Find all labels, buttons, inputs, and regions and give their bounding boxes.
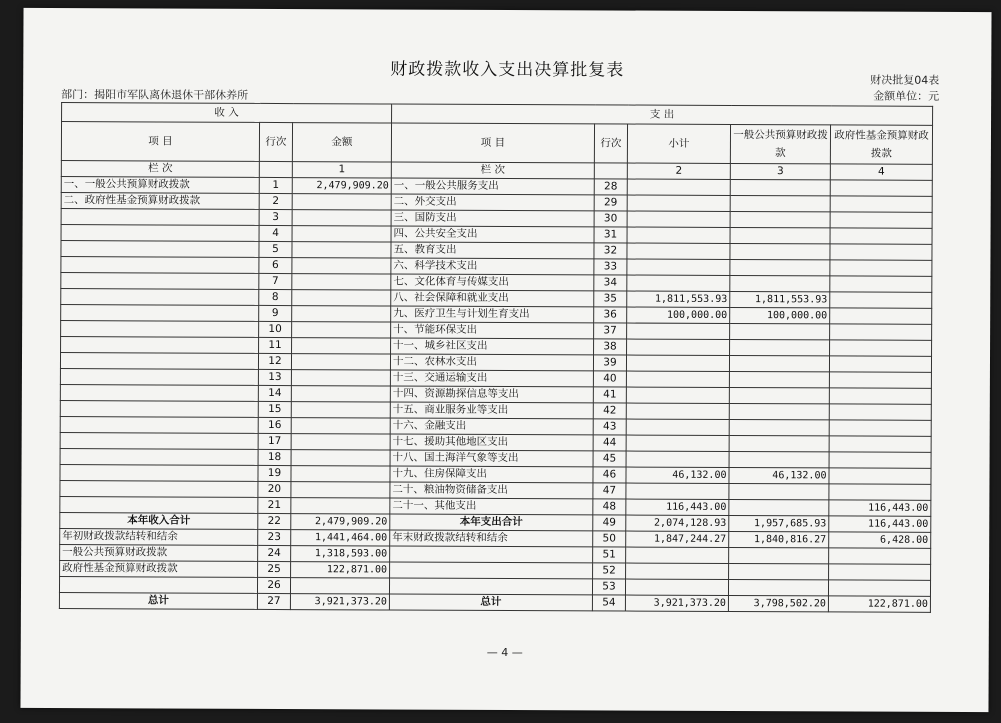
general-budget-amount [729,419,829,435]
expense-row-number: 47 [593,483,626,499]
income-row-number: 20 [258,481,291,497]
expense-item [390,546,593,563]
general-budget-amount [730,227,830,243]
fund-budget-amount [830,260,932,276]
income-amount: 1,318,593.00 [291,546,390,562]
expense-subtotal: 3,921,373.20 [625,595,728,611]
fund-budget-amount: 116,443.00 [829,500,931,516]
general-budget-amount: 100,000.00 [730,307,830,323]
col-number: 3 [730,163,830,179]
expense-item: 一、一般公共服务支出 [391,178,594,195]
expense-item: 十、节能环保支出 [391,322,594,339]
expense-row-number: 28 [594,179,627,195]
expense-subtotal [626,547,729,563]
fund-budget-amount: 122,871.00 [828,596,930,612]
income-row-number: 10 [259,321,292,337]
general-budget-amount [729,483,829,499]
income-amount [291,354,390,370]
expense-item: 十八、国土海洋气象等支出 [390,450,593,467]
expense-row-number: 42 [593,403,626,419]
income-amount [292,290,391,306]
income-row-number: 13 [258,369,291,385]
expense-row-number: 40 [593,371,626,387]
expense-row-number: 39 [593,355,626,371]
general-budget-amount: 1,840,816.27 [729,531,829,547]
amount-header: 金额 [292,123,391,162]
expense-subtotal [625,579,728,595]
expense-subtotal: 1,811,553.93 [627,291,730,307]
general-budget-amount [729,547,829,563]
income-item [61,209,259,226]
income-amount [292,226,391,242]
income-amount [291,434,390,450]
income-amount [291,466,390,482]
income-item [61,273,259,290]
expense-item: 年末财政拨款结转和结余 [390,530,593,547]
expense-row-number: 50 [593,531,626,547]
income-item [61,305,259,322]
general-budget-amount [730,211,830,227]
expense-item: 总计 [389,594,592,611]
expense-subtotal [626,419,729,435]
expense-subtotal [627,179,730,195]
income-item [61,257,259,274]
expense-item: 二十一、其他支出 [390,498,593,515]
expense-item: 十一、城乡社区支出 [391,338,594,355]
general-budget-amount [730,259,830,275]
expense-item: 六、科学技术支出 [391,258,594,275]
expense-row-number: 31 [594,227,627,243]
expense-subtotal [627,323,730,339]
expense-item: 十四、资源勘探信息等支出 [390,386,593,403]
general-budget-amount [729,451,829,467]
income-amount: 122,871.00 [291,562,390,578]
general-budget-amount: 3,798,502.20 [728,595,828,611]
fund-budget-amount [829,564,931,580]
expense-row-number: 38 [594,339,627,355]
fund-budget-amount [830,244,932,260]
expense-subtotal: 100,000.00 [627,307,730,323]
expense-subtotal [627,227,730,243]
expense-row-number: 34 [594,275,627,291]
expense-item: 三、国防支出 [391,210,594,227]
expense-item: 十九、住房保障支出 [390,466,593,483]
expense-subtotal [626,387,729,403]
expense-item: 九、医疗卫生与计划生育支出 [391,306,594,323]
fund-budget-amount [830,180,932,196]
income-amount [292,242,391,258]
lanci-label: 栏 次 [61,161,259,178]
expense-row-number: 35 [594,291,627,307]
general-budget-amount: 1,811,553.93 [730,291,830,307]
income-row-number: 1 [259,177,292,193]
income-item [60,481,258,498]
income-item: 年初财政拨款结转和结余 [60,529,258,546]
income-amount [292,258,391,274]
expense-item-header: 项 目 [391,123,594,163]
income-row-number: 24 [258,545,291,561]
lanci-label: 栏 次 [391,162,594,179]
income-row-number: 12 [258,353,291,369]
income-row-number: 27 [257,593,290,609]
general-budget-amount [729,435,829,451]
income-amount [291,498,390,514]
expense-row-number: 51 [593,547,626,563]
income-row-number: 4 [259,225,292,241]
department-label: 部门：揭阳市军队离休退休干部休养所 [61,88,249,102]
income-item [60,465,258,482]
general-budget-amount [729,355,829,371]
expense-item: 十六、金融支出 [390,418,593,435]
expense-row-number: 33 [594,259,627,275]
expense-subtotal [626,563,729,579]
expense-item: 七、文化体育与传媒支出 [391,274,594,291]
fund-budget-amount: 6,428.00 [829,532,931,548]
income-item [60,369,258,386]
fund-budget-amount [829,404,931,420]
income-row-number: 3 [259,209,292,225]
general-budget-amount: 1,957,685.93 [729,515,829,531]
amount-unit: 金额单位：元 [873,89,940,103]
document-page [20,8,991,712]
income-amount [291,386,390,402]
income-rowno-header: 行次 [259,122,292,161]
income-row-number: 14 [258,385,291,401]
expense-subtotal [626,435,729,451]
expense-subtotal: 46,132.00 [626,467,729,483]
fund-budget-amount [830,308,932,324]
expense-subtotal [627,275,730,291]
col-number: 4 [830,164,932,180]
fund-budget-amount [829,356,931,372]
income-amount [291,450,390,466]
income-item [60,385,258,402]
income-item [60,497,258,514]
expense-row-number: 54 [592,595,625,611]
income-item [60,353,258,370]
expense-row-number: 36 [594,307,627,323]
income-row-number: 9 [259,305,292,321]
expense-subtotal [627,259,730,275]
income-amount: 3,921,373.20 [290,594,389,610]
general-budget-amount [729,371,829,387]
income-item: 一、一般公共预算财政拨款 [61,177,259,194]
income-item: 二、政府性基金预算财政拨款 [61,193,259,210]
fund-budget-amount: 116,443.00 [829,516,931,532]
expense-item: 四、公共安全支出 [391,226,594,243]
col-number: 1 [292,162,391,178]
income-row-number: 7 [259,273,292,289]
general-budget-amount [730,323,830,339]
income-item: 一般公共预算财政拨款 [60,545,258,562]
general-budget-amount [729,563,829,579]
income-item-header: 项 目 [61,122,259,162]
expense-item [389,578,592,595]
expense-row-number: 46 [593,467,626,483]
income-row-number: 22 [258,513,291,529]
income-item [61,321,259,338]
fund-budget-amount [828,580,930,596]
income-row-number: 2 [259,193,292,209]
expense-subtotal: 116,443.00 [626,499,729,515]
income-amount [290,578,389,594]
income-item [60,417,258,434]
fund-budget-amount [830,324,932,340]
expense-subtotal [627,195,730,211]
income-row-number: 19 [258,465,291,481]
expense-subtotal: 2,074,128.93 [626,515,729,531]
general-budget-amount [729,403,829,419]
income-row-number: 26 [257,577,290,593]
fund-budget-amount [829,420,931,436]
page-number: — 4 — [486,645,523,660]
fund-budget-amount [830,212,932,228]
general-budget-amount: 46,132.00 [729,467,829,483]
income-amount: 2,479,909.20 [291,514,390,530]
general-budget-amount [730,275,830,291]
fund-budget-amount [829,468,931,484]
income-row-number: 21 [258,497,291,513]
income-amount: 1,441,464.00 [291,530,390,546]
expense-row-number: 49 [593,515,626,531]
income-item [60,433,258,450]
income-amount [292,194,391,210]
fund-budget-amount [829,436,931,452]
income-amount [292,306,391,322]
expense-item: 十五、商业服务业等支出 [390,402,593,419]
income-item [60,401,258,418]
income-header: 收 入 [62,103,392,123]
fund-budget-amount [830,196,932,212]
expense-subtotal [626,483,729,499]
income-amount [292,274,391,290]
expense-subtotal: 1,847,244.27 [626,531,729,547]
income-amount [291,370,390,386]
expense-subtotal [627,211,730,227]
expense-row-number: 53 [592,579,625,595]
expense-row-number: 45 [593,451,626,467]
fund-budget-amount [830,292,932,308]
expense-item: 十三、交通运输支出 [390,370,593,387]
general-budget-amount [730,179,830,195]
subtotal-header: 小计 [627,124,730,163]
expense-row-number: 48 [593,499,626,515]
fund-budget-header: 政府性基金预算财政拨款 [830,125,932,164]
income-item [61,337,259,354]
income-row-number: 16 [258,417,291,433]
general-budget-amount [728,579,828,595]
expense-rowno-header: 行次 [594,124,627,163]
form-code: 财决批复04表 [870,73,940,87]
page-title: 财政拨款收入支出决算批复表 [390,59,625,81]
income-item [61,225,259,242]
fund-budget-amount [830,340,932,356]
income-amount [291,418,390,434]
income-amount: 2,479,909.20 [292,178,391,194]
expense-subtotal [626,355,729,371]
expense-subtotal [626,371,729,387]
expense-item: 二十、粮油物资储备支出 [390,482,593,499]
general-budget-amount [729,387,829,403]
general-budget-amount [730,243,830,259]
fund-budget-amount [829,452,931,468]
col-number: 2 [627,163,730,179]
income-row-number: 11 [259,337,292,353]
income-item [59,577,257,594]
expense-header: 支 出 [392,104,933,125]
income-row-number: 5 [259,241,292,257]
expense-row-number: 44 [593,435,626,451]
expense-item: 十七、援助其他地区支出 [390,434,593,451]
income-row-number: 17 [258,433,291,449]
expense-subtotal [626,403,729,419]
expense-row-number: 30 [594,211,627,227]
income-amount [291,402,390,418]
income-row-number: 8 [259,289,292,305]
income-item [60,449,258,466]
income-row-number: 15 [258,401,291,417]
budget-table [59,102,933,613]
income-item: 总计 [59,593,257,610]
income-amount [292,322,391,338]
expense-row-number: 41 [593,387,626,403]
income-row-number: 6 [259,257,292,273]
expense-subtotal [627,339,730,355]
expense-item: 十二、农林水支出 [390,354,593,371]
expense-item: 五、教育支出 [391,242,594,259]
expense-item: 八、社会保障和就业支出 [391,290,594,307]
expense-row-number: 52 [593,563,626,579]
expense-subtotal [626,451,729,467]
income-row-number: 23 [258,529,291,545]
income-amount [291,482,390,498]
income-amount [292,210,391,226]
income-amount [292,338,391,354]
expense-subtotal [627,243,730,259]
income-item [61,241,259,258]
general-budget-amount [730,339,830,355]
general-budget-header: 一般公共预算财政拨款 [730,124,830,163]
income-row-number: 25 [258,561,291,577]
expense-item [390,562,593,579]
general-budget-amount [729,499,829,515]
fund-budget-amount [829,484,931,500]
fund-budget-amount [829,388,931,404]
expense-item: 二、外交支出 [391,194,594,211]
general-budget-amount [730,195,830,211]
income-item: 本年收入合计 [60,513,258,530]
expense-row-number: 29 [594,195,627,211]
expense-row-number: 37 [594,323,627,339]
fund-budget-amount [830,228,932,244]
expense-row-number: 43 [593,419,626,435]
income-row-number: 18 [258,449,291,465]
expense-row-number: 32 [594,243,627,259]
income-item [61,289,259,306]
fund-budget-amount [829,372,931,388]
expense-item: 本年支出合计 [390,514,593,531]
income-item: 政府性基金预算财政拨款 [60,561,258,578]
fund-budget-amount [830,276,932,292]
fund-budget-amount [829,548,931,564]
table-row [59,593,930,613]
